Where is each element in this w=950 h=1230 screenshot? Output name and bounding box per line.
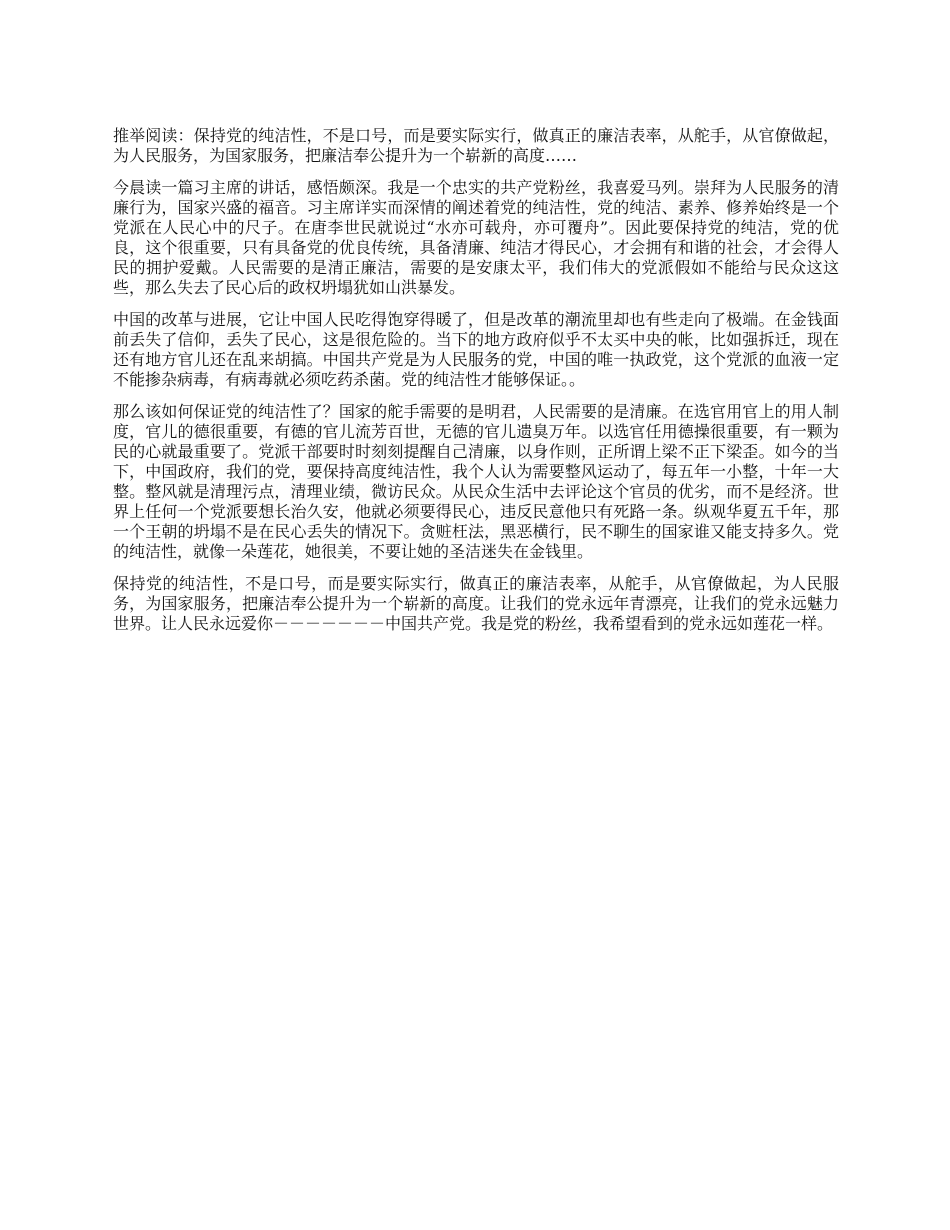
paragraph-3: 那么该如何保证党的纯洁性了？国家的舵手需要的是明君，人民需要的是清廉。在选官用官上的用人制度，官儿的德很重要，有德的官儿流芳百世，无德的官儿遗臭万年。以选官任用德操很重要，有一颗为民的心就最重要了。党派干部要时时刻刻提醒自己清廉，以身作则，正所谓上梁不正下梁歪。如今的当下，中国政府，我们的党，要保持高度纯洁性，我个人认为需要整风运动了，每五年一小整，十年一大整。整风就是清理污点，清理业绩，微访民众。从民众生活中去评论这个官员的优劣，而不是经济。世界上任何一个党派要想长治久安，他就必须要得民心，违反民意他只有死路一条。纵观华夏五千年，那一个王朝的坍塌不是在民心丢失的情况下。贪赃枉法，黑恶横行，民不聊生的国家谁又能支持多久。党的纯洁性，就像一朵莲花，她很美，不要让她的圣洁迷失在金钱里。 — [113, 402, 839, 561]
paragraph-intro: 推举阅读：保持党的纯洁性，不是口号，而是要实际实行，做真正的廉洁表率，从舵手，从官僚做起，为人民服务，为国家服务，把廉洁奉公提升为一个崭新的高度…… — [113, 126, 839, 165]
document-body — [113, 126, 839, 646]
paragraph-4: 保持党的纯洁性，不是口号，而是要实际实行，做真正的廉洁表率，从舵手，从官僚做起，为人民服务，为国家服务，把廉洁奉公提升为一个崭新的高度。让我们的党永远年青漂亮，让我们的党永远魅力世界。让人民永远爱你－－－－－－－中国共产党。我是党的粉丝，我希望看到的党永远如莲花一样。 — [113, 574, 839, 633]
paragraph-2: 中国的改革与进展，它让中国人民吃得饱穿得暖了，但是改革的潮流里却也有些走向了极端。在金钱面前丢失了信仰，丢失了民心，这是很危险的。当下的地方政府似乎不太买中央的帐，比如强拆迁，现在还有地方官儿还在乱来胡搞。中国共产党是为人民服务的党，中国的唯一执政党，这个党派的血液一定不能掺杂病毒，有病毒就必须吃药杀菌。党的纯洁性才能够保证。。 — [113, 310, 839, 389]
paragraph-1: 今晨读一篇习主席的讲话，感悟颇深。我是一个忠实的共产党粉丝，我喜爱马列。崇拜为人民服务的清廉行为，国家兴盛的福音。习主席详实而深情的阐述着党的纯洁性，党的纯洁、素养、修养始终是一个党派在人民心中的尺子。在唐李世民就说过“水亦可载舟，亦可覆舟”。因此要保持党的纯洁，党的优良，这个很重要，只有具备党的优良传统，具备清廉、纯洁才得民心，才会拥有和谐的社会，才会得人民的拥护爱戴。人民需要的是清正廉洁，需要的是安康太平，我们伟大的党派假如不能给与民众这这些，那么失去了民心后的政权坍塌犹如山洪暴发。 — [113, 178, 839, 297]
